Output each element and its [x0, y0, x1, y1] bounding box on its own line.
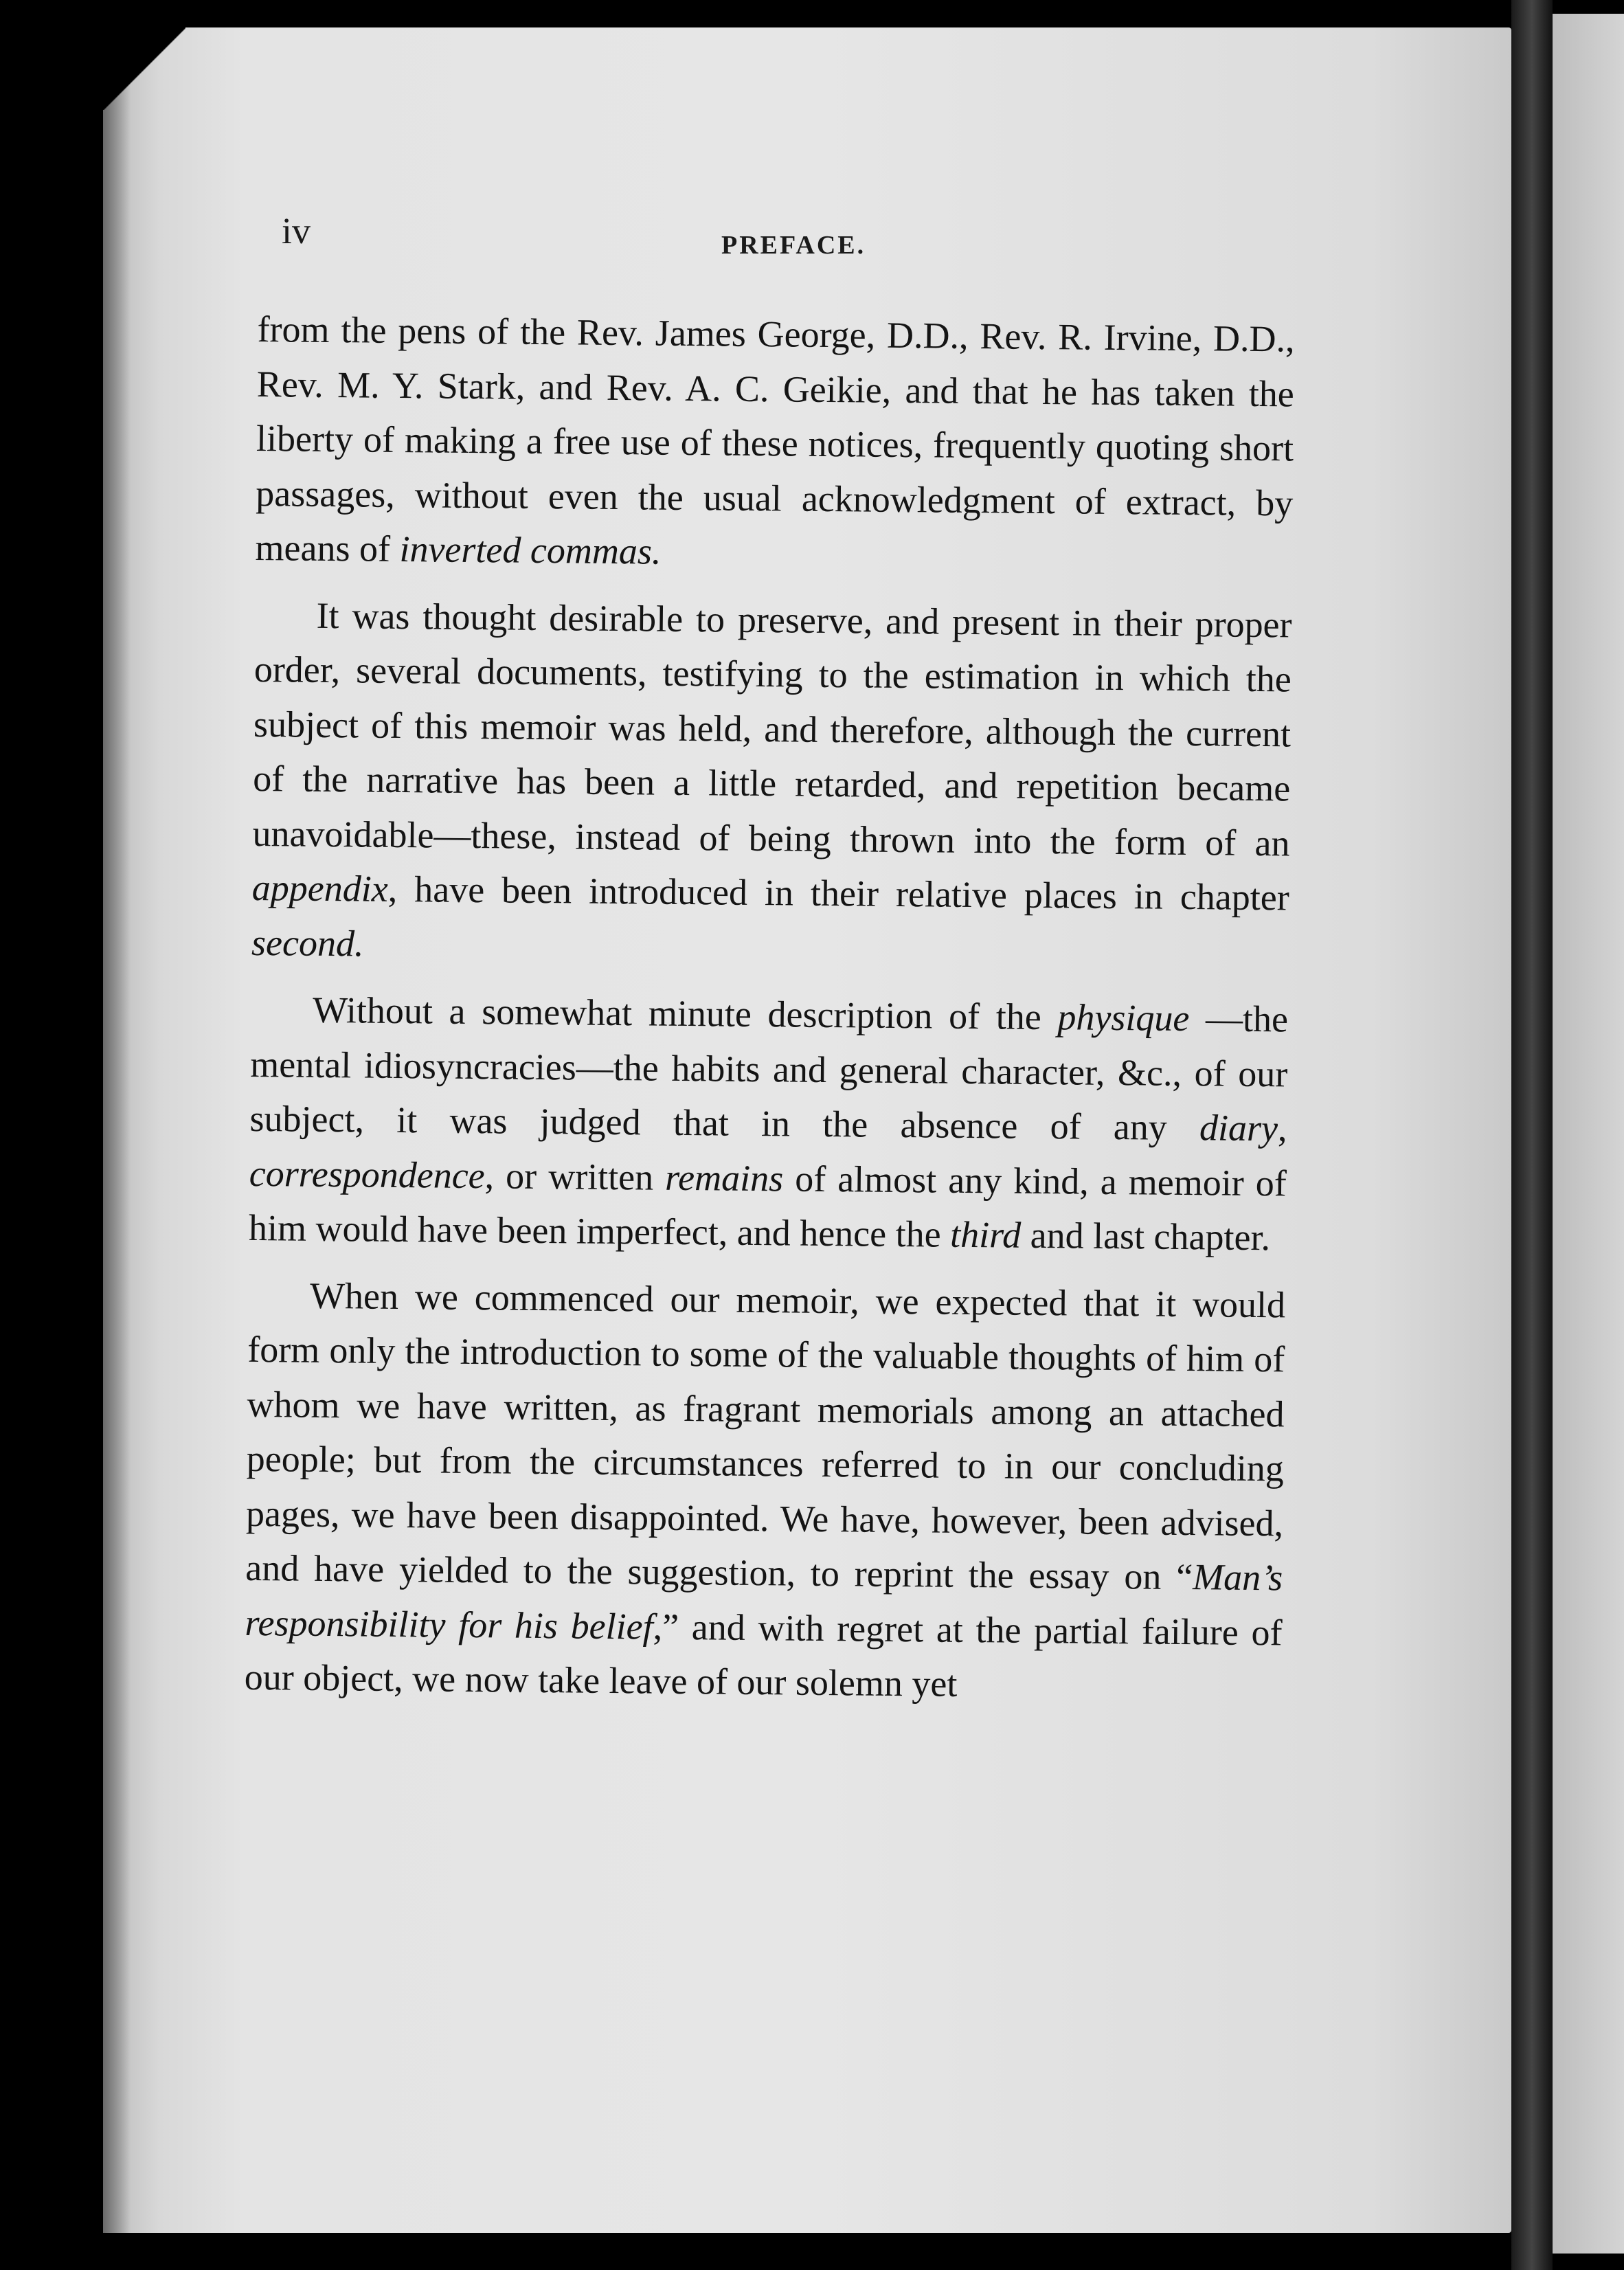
book-gutter: [1511, 0, 1553, 2270]
text-run: —the mental idiosyncracies—the habits and general character, &c., of our subject, it was judged that in the absence of any: [249, 998, 1289, 1149]
italic-text: second.: [251, 921, 364, 965]
folded-corner: [103, 27, 185, 110]
page-number: iv: [282, 210, 311, 251]
page-header: [282, 210, 1312, 265]
italic-text: correspondence: [249, 1152, 485, 1196]
text-run: , have been introduced in their relative places in chapter: [387, 868, 1290, 919]
paragraph-3: [249, 982, 1289, 1266]
text-run: , or written: [484, 1154, 666, 1198]
text-run: of almost any kind, a memoir of him would have been imperfect, and hence the: [248, 1157, 1287, 1255]
page-left-shadow: [103, 27, 131, 2233]
paragraph-4: [244, 1268, 1285, 1714]
running-head: PREFACE.: [721, 231, 866, 260]
italic-text: diary: [1199, 1107, 1278, 1149]
paragraph-1: [255, 302, 1295, 585]
text-run: When we commenced our memoir, we expected that it would form only the introduction to some of the valuable thoughts of him of whom we have written, as fragrant memorials among an attached people; but from the circumstances referred to in our concluding pages, we have been disappointed. We have, however, been advised, and have yielded to the suggestion, to reprint the essay on “: [245, 1274, 1286, 1598]
text-run: Without a somewhat minute description of the: [312, 989, 1058, 1038]
text-run: It was thought desirable to preserve, and present in their proper order, several documents, testifying to the estimation in which the subject of this memoir was held, and therefore, although the current of the narrative has been a little retarded, and repetition became unavoidable—these, instead of being thrown into the form of an: [252, 594, 1292, 864]
text-run: ,” and with regret at the partial failure of our object, we now take leave of our solemn yet: [244, 1606, 1283, 1705]
italic-text: remains: [664, 1156, 784, 1199]
italic-text: physique: [1057, 996, 1190, 1040]
italic-text: Man’s responsibility for his belief: [245, 1556, 1283, 1648]
text-run: and last chapter.: [1020, 1214, 1271, 1259]
preface-body-text: [244, 302, 1295, 1727]
paragraph-2: [251, 587, 1292, 980]
italic-text: appendix: [251, 866, 389, 910]
text-run: ,: [1277, 1108, 1287, 1149]
italic-text: third: [949, 1213, 1022, 1256]
adjacent-page-edge: [1553, 14, 1624, 2254]
text-run: from the pens of the Rev. James George, D.D., Rev. R. Irvine, D.D., Rev. M. Y. Stark, and Rev. A. C. Geikie, and that he has taken the liberty of making a free use of these notices, frequently quoting short passages, without even the usual acknowledgment of extract, by means of: [255, 308, 1295, 570]
italic-text: inverted commas.: [399, 528, 662, 572]
